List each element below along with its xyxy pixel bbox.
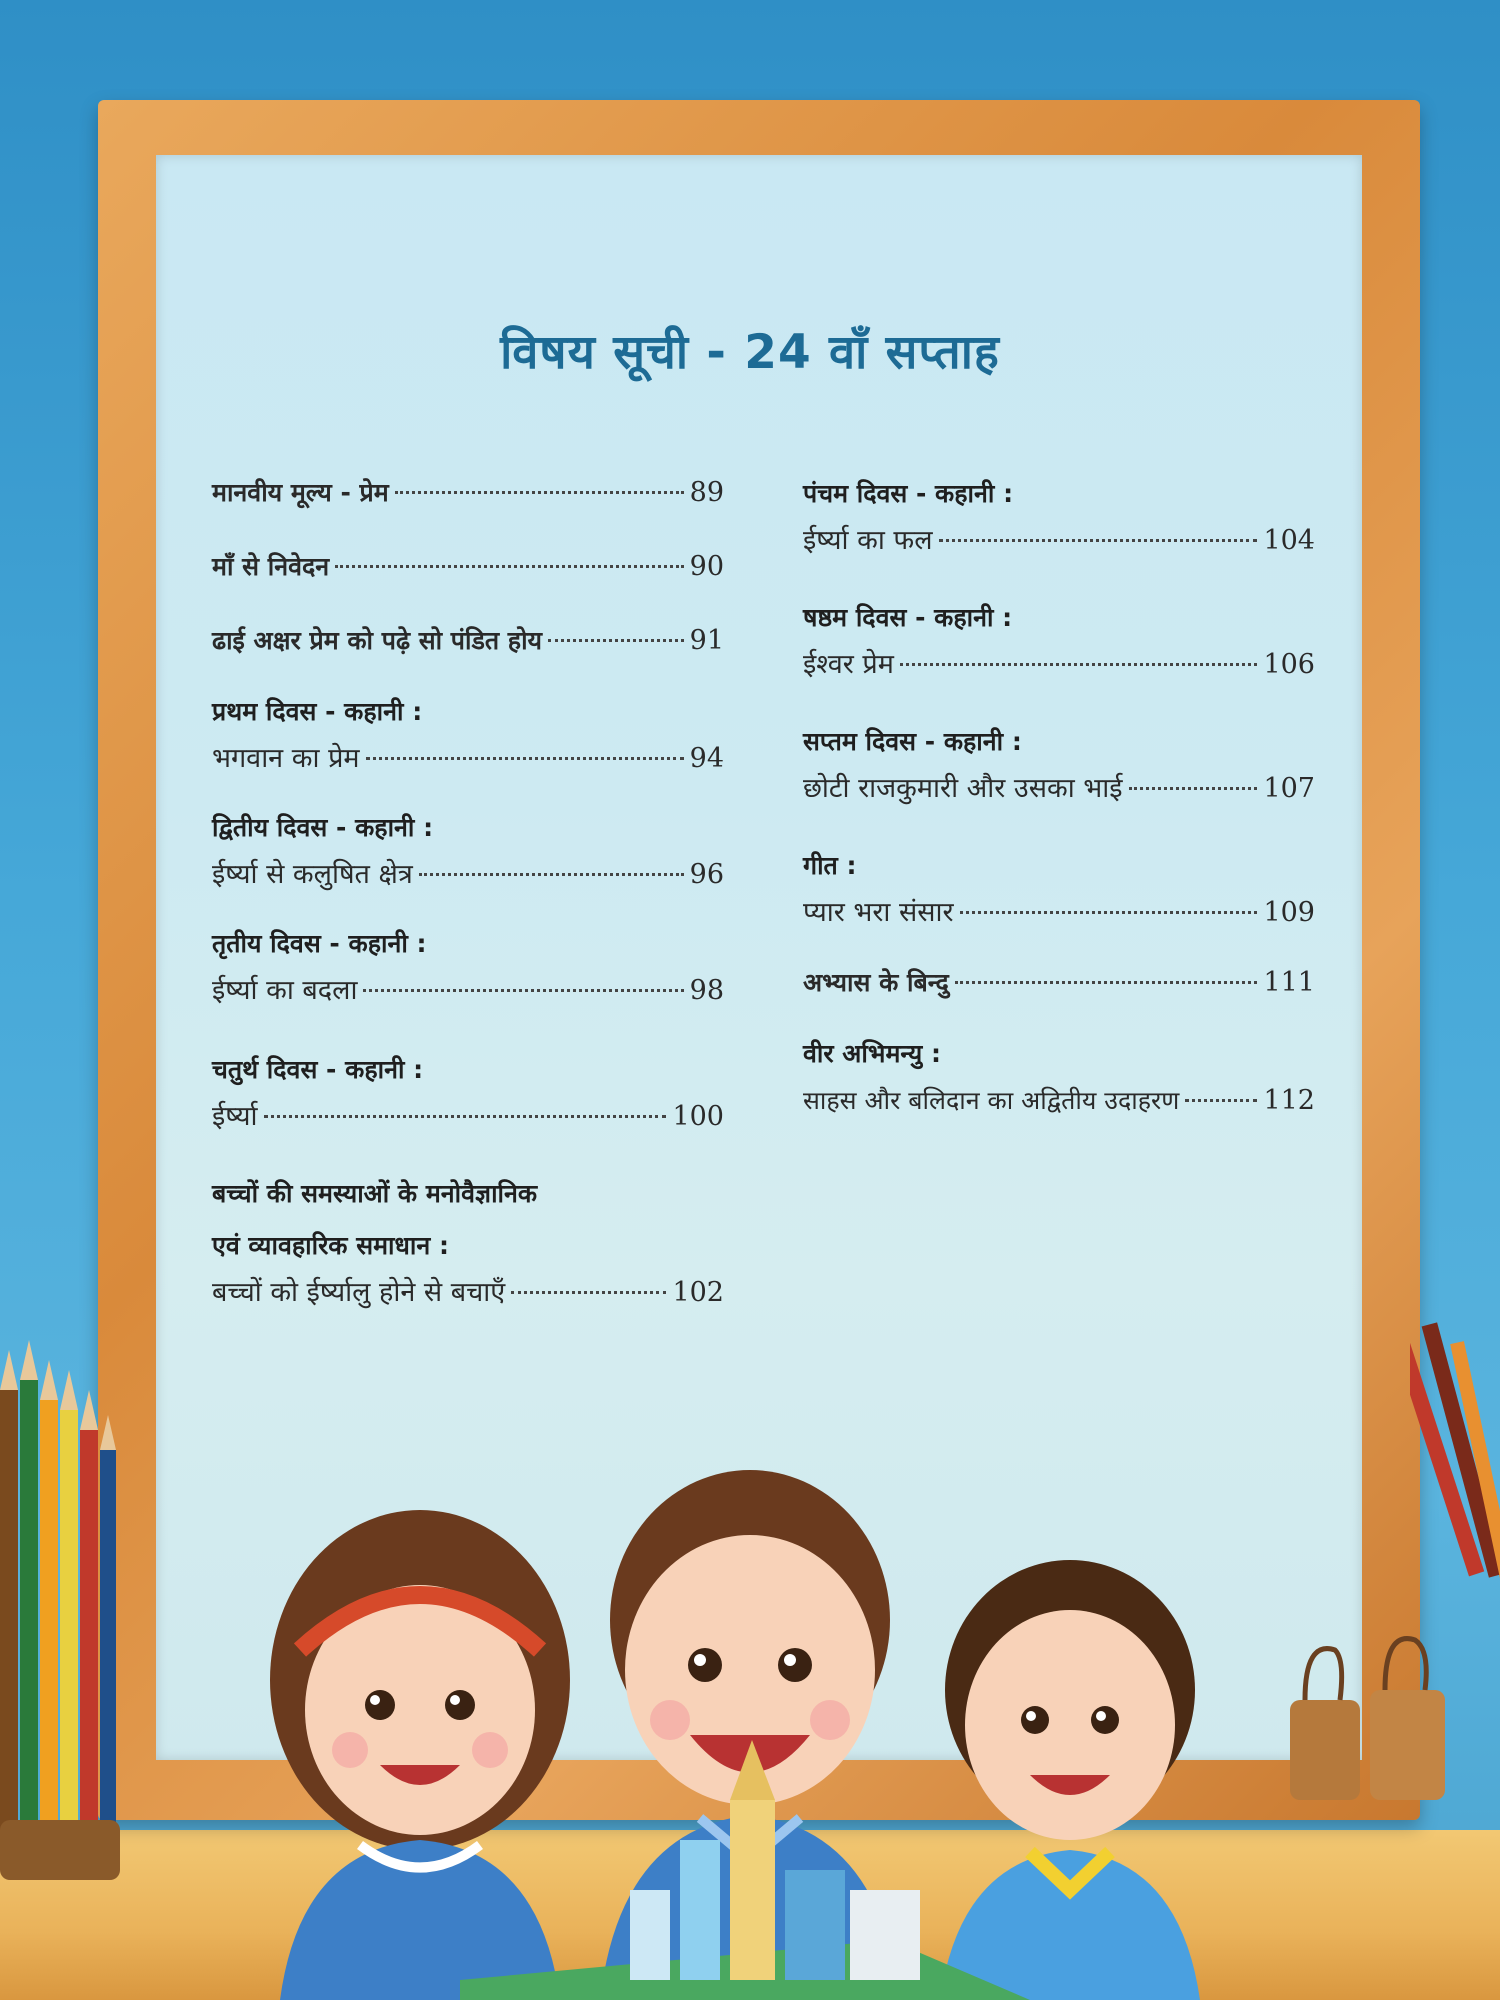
toc-entry-title: ढाई अक्षर प्रेम को पढ़े सो पंडित होय	[212, 626, 543, 655]
toc-line	[212, 1270, 724, 1316]
toc-entry[interactable]	[212, 1046, 724, 1140]
toc-entry-heading-2: एवं व्यावहारिक समाधान :	[212, 1231, 449, 1260]
toc-line	[803, 890, 1315, 936]
toc-entry-title: ईर्ष्या का फल	[803, 525, 933, 556]
toc-page-number: 102	[672, 1277, 724, 1308]
toc-entry-title: प्यार भरा संसार	[803, 897, 954, 928]
toc-line	[212, 470, 724, 516]
dot-leader	[419, 873, 684, 876]
dot-leader	[363, 989, 683, 992]
toc-line	[803, 518, 1315, 564]
toc-line	[212, 736, 724, 782]
toc-entry[interactable]	[803, 960, 1315, 1006]
toc-page-number: 104	[1263, 525, 1315, 556]
toc-entry[interactable]	[212, 544, 724, 590]
toc-page-number: 100	[672, 1101, 724, 1132]
toc-entry-heading: षष्ठम दिवस - कहानी :	[803, 603, 1013, 632]
toc-line	[212, 852, 724, 898]
toc-entry[interactable]	[803, 842, 1315, 936]
toc-line	[212, 544, 724, 590]
toc-line	[212, 1094, 724, 1140]
toc-entry[interactable]	[212, 618, 724, 664]
toc-line	[803, 1078, 1315, 1124]
toc-entry-title: अभ्यास के बिन्दु	[803, 968, 949, 997]
toc-page-number: 96	[689, 859, 724, 890]
dot-leader	[548, 639, 684, 642]
toc-entry-heading: गीत :	[803, 851, 857, 880]
toc-right-column	[803, 470, 1315, 1162]
toc-page-number: 111	[1263, 967, 1315, 998]
toc-entry-heading: प्रथम दिवस - कहानी :	[212, 697, 423, 726]
toc-entry-title: बच्चों को ईर्ष्यालु होने से बचाएँ	[212, 1277, 506, 1308]
toc-entry-title: ईर्ष्या से कलुषित क्षेत्र	[212, 859, 413, 890]
toc-entry-heading: पंचम दिवस - कहानी :	[803, 479, 1014, 508]
toc-page-number: 94	[689, 743, 724, 774]
toc-entry-title: साहस और बलिदान का अद्वितीय उदाहरण	[803, 1086, 1180, 1115]
toc-line	[803, 766, 1315, 812]
dot-leader	[955, 981, 1258, 984]
toc-entry-title: मानवीय मूल्य - प्रेम	[212, 478, 389, 507]
toc-page-number: 98	[689, 975, 724, 1006]
toc-line	[212, 618, 724, 664]
toc-entry[interactable]	[212, 470, 724, 516]
children-illustration	[210, 1420, 1310, 2000]
toc-entry-title: ईर्ष्या	[212, 1101, 258, 1132]
dot-leader	[395, 491, 684, 494]
toc-entry-title: ईर्ष्या का बदला	[212, 975, 358, 1006]
toc-entry-title: माँ से निवेदन	[212, 552, 330, 581]
toc-entry[interactable]	[803, 718, 1315, 812]
toc-entry-heading: चतुर्थ दिवस - कहानी :	[212, 1055, 424, 1084]
girl-figure	[270, 1510, 570, 2000]
toc-page-number: 106	[1263, 649, 1315, 680]
toc-entry-title: भगवान का प्रेम	[212, 743, 360, 774]
toc-page-number: 91	[689, 625, 724, 656]
toc-page-number: 89	[689, 477, 724, 508]
toc-entry[interactable]	[803, 470, 1315, 564]
dot-leader	[264, 1115, 667, 1118]
toc-page-number: 112	[1263, 1085, 1315, 1116]
dot-leader	[960, 911, 1258, 914]
toc-left-column	[212, 470, 724, 1354]
page-title: विषय सूची - 24 वाँ सप्ताह	[500, 325, 1000, 380]
toc-entry-title: छोटी राजकुमारी और उसका भाई	[803, 773, 1123, 804]
toc-entry-heading: द्वितीय दिवस - कहानी :	[212, 813, 434, 842]
boy-right-figure	[940, 1560, 1200, 2000]
toc-entry-heading: सप्तम दिवस - कहानी :	[803, 727, 1022, 756]
toc-entry[interactable]	[212, 920, 724, 1014]
dot-leader	[366, 757, 684, 760]
toc-entry-heading: तृतीय दिवस - कहानी :	[212, 929, 427, 958]
toc-line	[803, 642, 1315, 688]
toc-entry-heading: बच्चों की समस्याओं के मनोवैज्ञानिक	[212, 1179, 538, 1208]
dot-leader	[511, 1291, 666, 1294]
toc-entry[interactable]	[212, 804, 724, 898]
toc-entry-title: ईश्वर प्रेम	[803, 649, 894, 680]
toc-line	[212, 968, 724, 1014]
dot-leader	[1185, 1099, 1257, 1102]
toc-page-number: 109	[1263, 897, 1315, 928]
toc-page-number: 90	[689, 551, 724, 582]
toc-entry[interactable]	[212, 688, 724, 782]
dot-leader	[900, 663, 1258, 666]
dot-leader	[335, 565, 684, 568]
toc-entry[interactable]	[803, 1030, 1315, 1124]
dot-leader	[1129, 787, 1258, 790]
pencils-illustration-right	[1410, 1280, 1500, 1580]
toc-entry[interactable]	[803, 594, 1315, 688]
toc-entry-heading: वीर अभिमन्यु :	[803, 1039, 941, 1068]
pencils-illustration	[0, 1320, 130, 1880]
dot-leader	[939, 539, 1258, 542]
toc-line	[803, 960, 1315, 1006]
toc-entry[interactable]	[212, 1170, 724, 1316]
toc-page-number: 107	[1263, 773, 1315, 804]
